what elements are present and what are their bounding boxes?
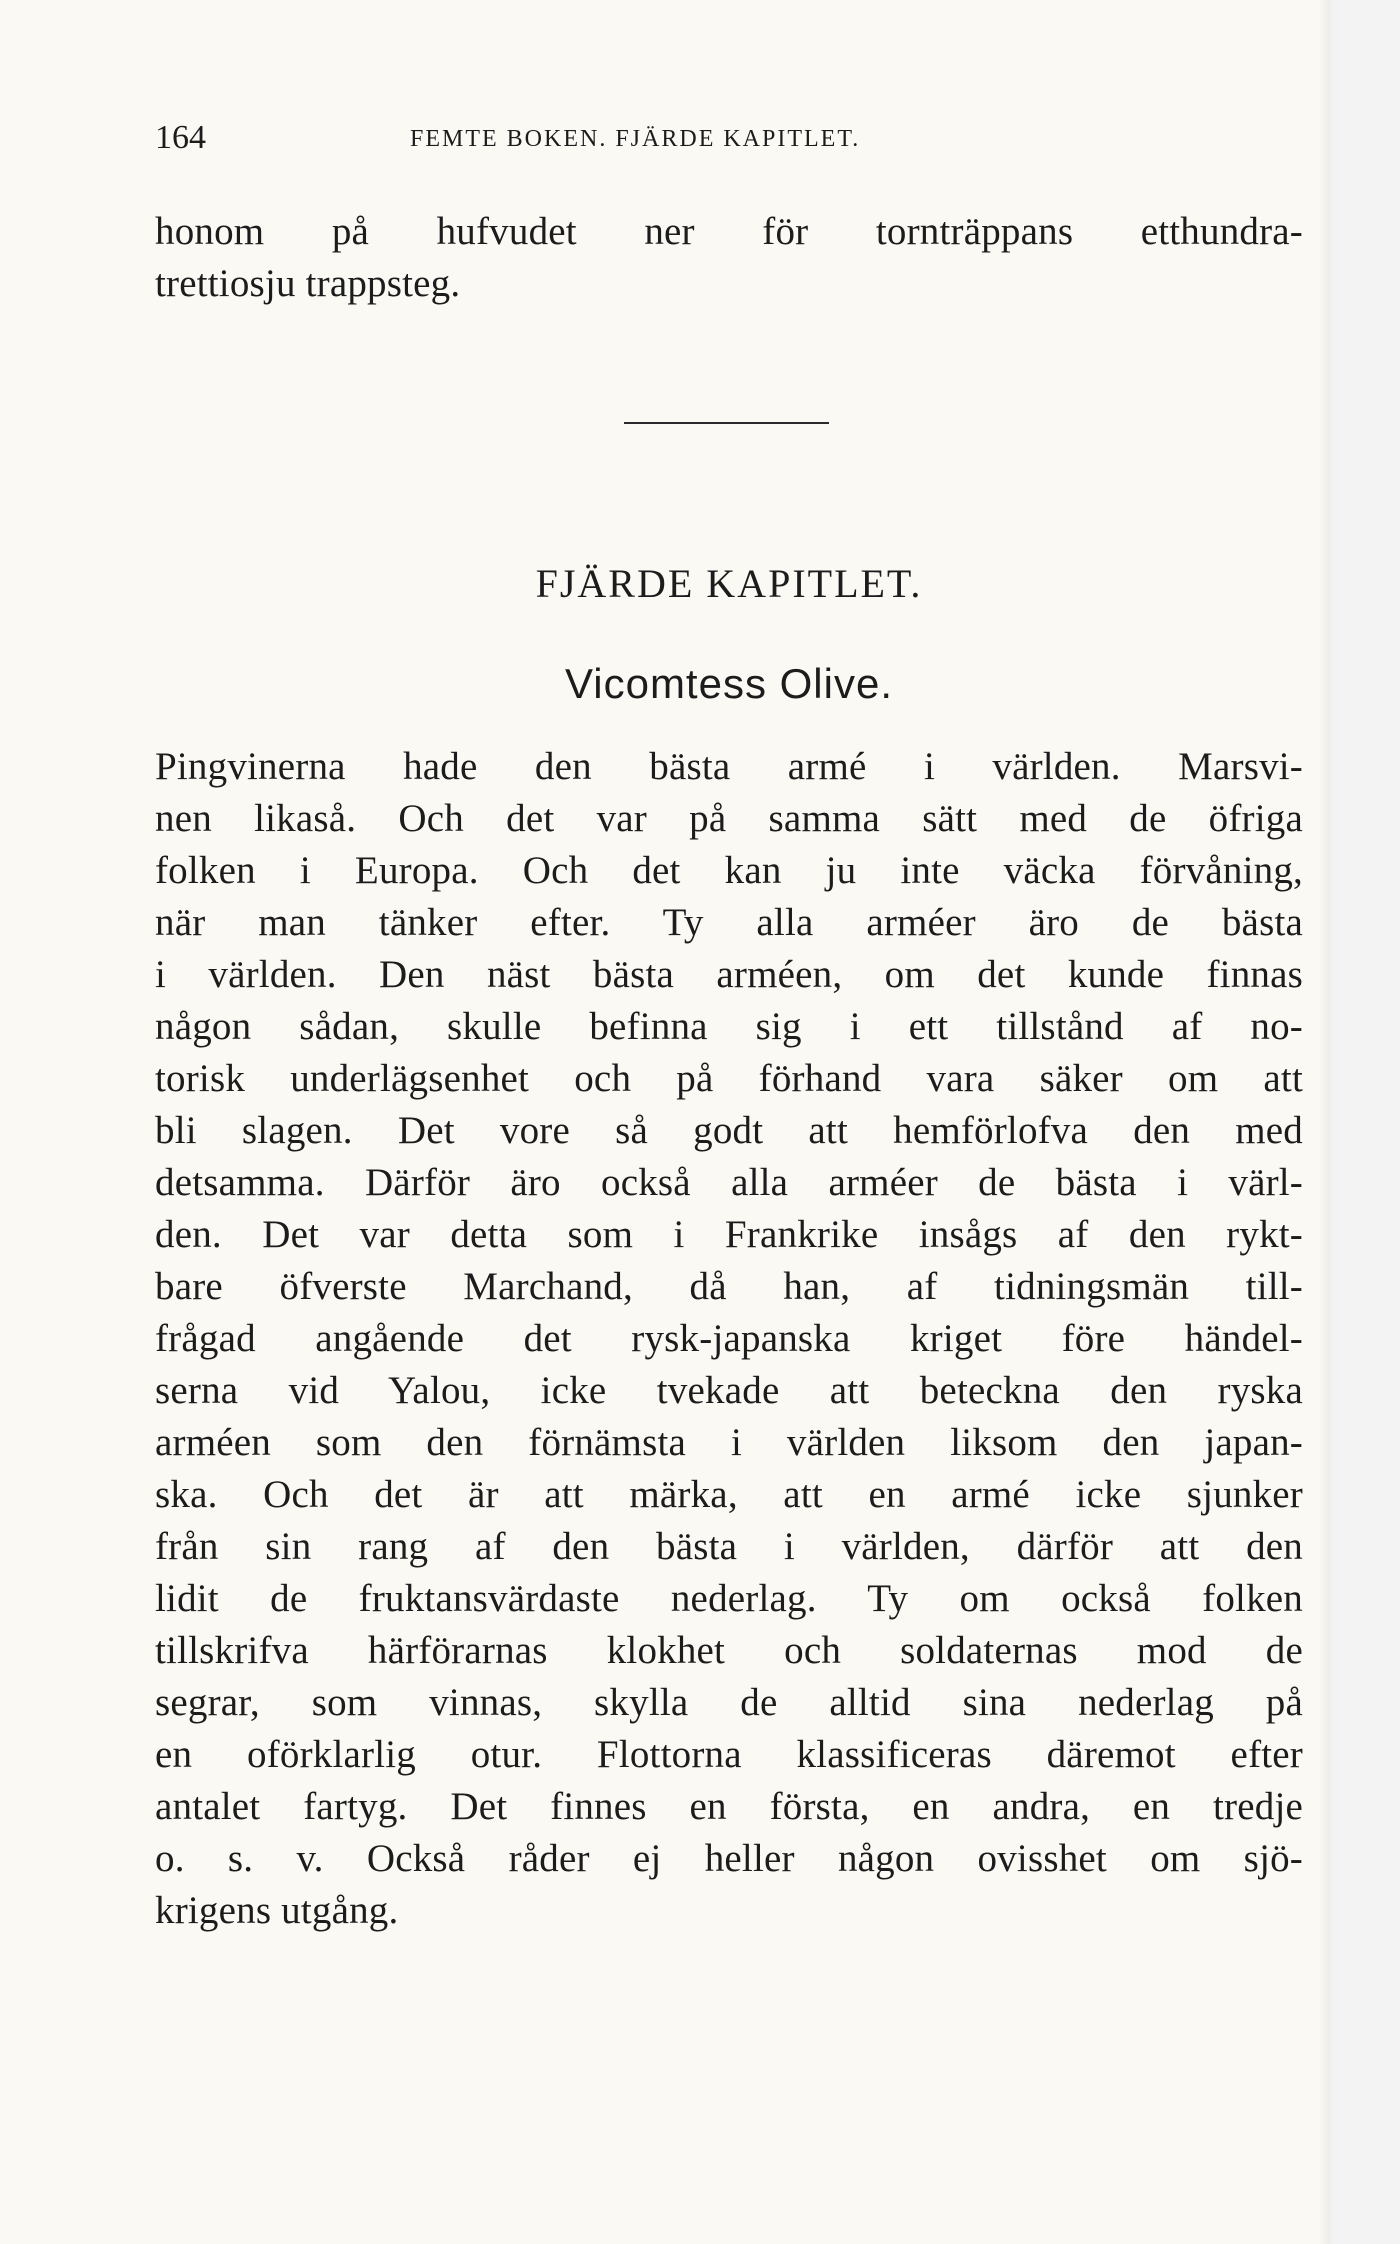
body-line: bli slagen. Det vore så godt att hemförlofva den med — [155, 1109, 1303, 1152]
body-line: en oförklarlig otur. Flottorna klassificeras däremot efter — [155, 1733, 1303, 1776]
body-line: ska. Och det är att märka, att en armé icke sjunker — [155, 1473, 1303, 1516]
body-line: o. s. v. Också råder ej heller någon ovisshet om sjö- — [155, 1837, 1303, 1880]
body-line: tillskrifva härförarnas klokhet och soldaternas mod de — [155, 1629, 1303, 1672]
body-line: bare öfverste Marchand, då han, af tidningsmän till- — [155, 1265, 1303, 1308]
top-text-line: honom på hufvudet ner för tornträppans etthundra- — [155, 210, 1303, 253]
body-line: krigens utgång. — [155, 1889, 399, 1932]
body-line: segrar, som vinnas, skylla de alltid sina nederlag på — [155, 1681, 1303, 1724]
page-edge-shadow — [1318, 0, 1332, 2244]
section-divider — [624, 422, 829, 424]
chapter-subtitle: Vicomtess Olive. — [565, 660, 893, 707]
body-line: folken i Europa. Och det kan ju inte väcka förvåning, — [155, 849, 1303, 892]
body-line: den. Det var detta som i Frankrike insågs af den rykt- — [155, 1213, 1303, 1256]
body-line: Pingvinerna hade den bästa armé i världen. Marsvi- — [155, 745, 1303, 788]
body-line: torisk underlägsenhet och på förhand vara säker om att — [155, 1057, 1303, 1100]
body-line: serna vid Yalou, icke tvekade att beteckna den ryska — [155, 1369, 1303, 1412]
body-line: arméen som den förnämsta i världen liksom den japan- — [155, 1421, 1303, 1464]
running-head-title: FEMTE BOKEN. FJÄRDE KAPITLET. — [410, 126, 861, 152]
page-number: 164 — [155, 119, 206, 156]
body-line: frågad angående det rysk-japanska kriget före händel- — [155, 1317, 1303, 1360]
body-line: lidit de fruktansvärdaste nederlag. Ty om också folken — [155, 1577, 1303, 1620]
body-line: i världen. Den näst bästa arméen, om det kunde finnas — [155, 953, 1303, 996]
top-text-line: trettiosju trappsteg. — [155, 262, 461, 305]
body-line: någon sådan, skulle befinna sig i ett tillstånd af no- — [155, 1005, 1303, 1048]
body-line: när man tänker efter. Ty alla arméer äro de bästa — [155, 901, 1303, 944]
running-head — [155, 118, 1303, 158]
body-line: nen likaså. Och det var på samma sätt med de öfriga — [155, 797, 1303, 840]
scan-margin — [1332, 0, 1400, 2244]
chapter-heading: FJÄRDE KAPITLET. — [535, 561, 923, 606]
body-line: från sin rang af den bästa i världen, därför att den — [155, 1525, 1303, 1568]
body-line: antalet fartyg. Det finnes en första, en andra, en tredje — [155, 1785, 1303, 1828]
body-line: detsamma. Därför äro också alla arméer de bästa i värl- — [155, 1161, 1303, 1204]
